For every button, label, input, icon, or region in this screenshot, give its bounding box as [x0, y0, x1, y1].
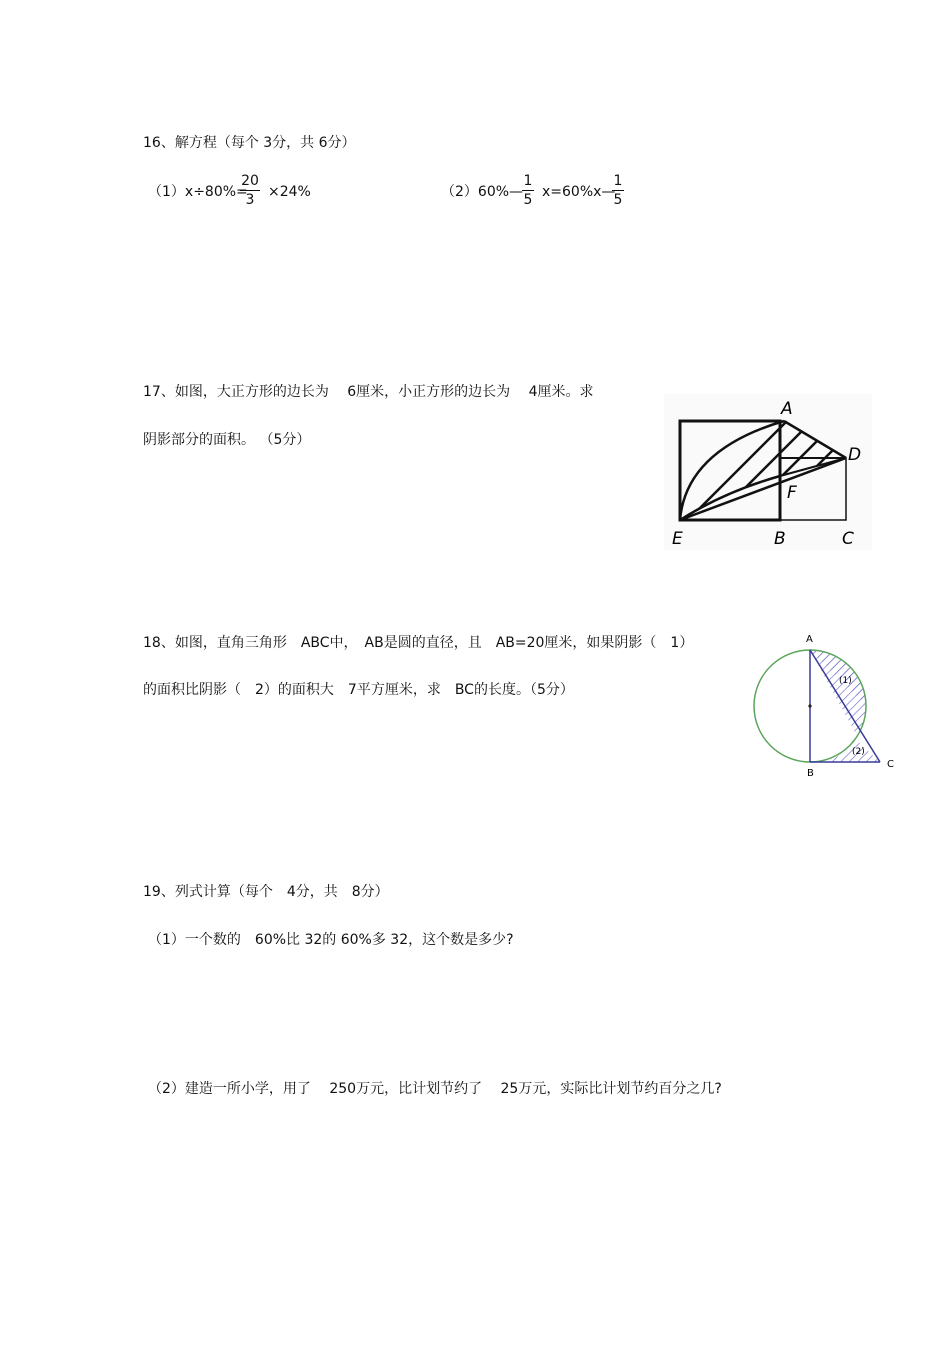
label-shade-1: (1) [839, 676, 852, 686]
label-shade-2: (2) [852, 747, 865, 757]
label-B: B [807, 768, 814, 778]
q16-eq2-denominator-2: 5 [613, 192, 623, 208]
label-D: D [848, 445, 862, 465]
center-dot [808, 704, 811, 707]
q16-eq2-numerator-1: 1 [523, 173, 533, 189]
q16-eq2-fraction-2 [612, 173, 624, 208]
label-E: E [672, 529, 683, 549]
q16-eq1-prefix: （1）x÷80%= [148, 184, 248, 200]
q19-part-1: （1）一个数的 60%比 32的 60%多 32，这个数是多少? [148, 932, 514, 948]
q17-square-figure [664, 394, 872, 550]
label-A: A [806, 634, 813, 645]
q19-part-2: （2）建造一所小学，用了 250万元，比计划节约了 25万元，实际比计划节约百分之几? [148, 1081, 722, 1097]
q17-line-1: 17、如图，大正方形的边长为 6厘米，小正方形的边长为 4厘米。求 [143, 384, 594, 400]
q16-eq1-denominator: 3 [245, 192, 255, 208]
label-F: F [787, 483, 797, 503]
q16-eq1-numerator: 20 [241, 173, 259, 189]
q16-eq2-denominator-1: 5 [523, 192, 533, 208]
label-C: C [842, 529, 854, 549]
q16-title: 16、解方程（每个 3分，共 6分） [143, 135, 356, 151]
q18-circle-figure [745, 628, 905, 778]
q16-eq1-suffix: ×24% [268, 184, 311, 200]
q16-eq2-mid: x=60%x— [542, 184, 616, 200]
q16-eq2-numerator-2: 1 [613, 173, 623, 189]
q18-line-2: 的面积比阴影（ 2）的面积大 7平方厘米，求 BC的长度。（5分） [143, 682, 574, 698]
q16-eq1-fraction [240, 173, 260, 208]
q16-eq2-prefix: （2）60%— [441, 184, 524, 200]
q17-line-2: 阴影部分的面积。 （5分） [143, 432, 311, 448]
q16-eq2-fraction-1 [522, 173, 534, 208]
label-B: B [774, 529, 786, 549]
label-C: C [887, 759, 894, 770]
q19-title: 19、列式计算（每个 4分，共 8分） [143, 884, 389, 900]
q18-line-1: 18、如图，直角三角形 ABC中， AB是圆的直径，且 AB=20厘米，如果阴影（ 1） [143, 635, 694, 651]
label-A: A [781, 399, 793, 419]
